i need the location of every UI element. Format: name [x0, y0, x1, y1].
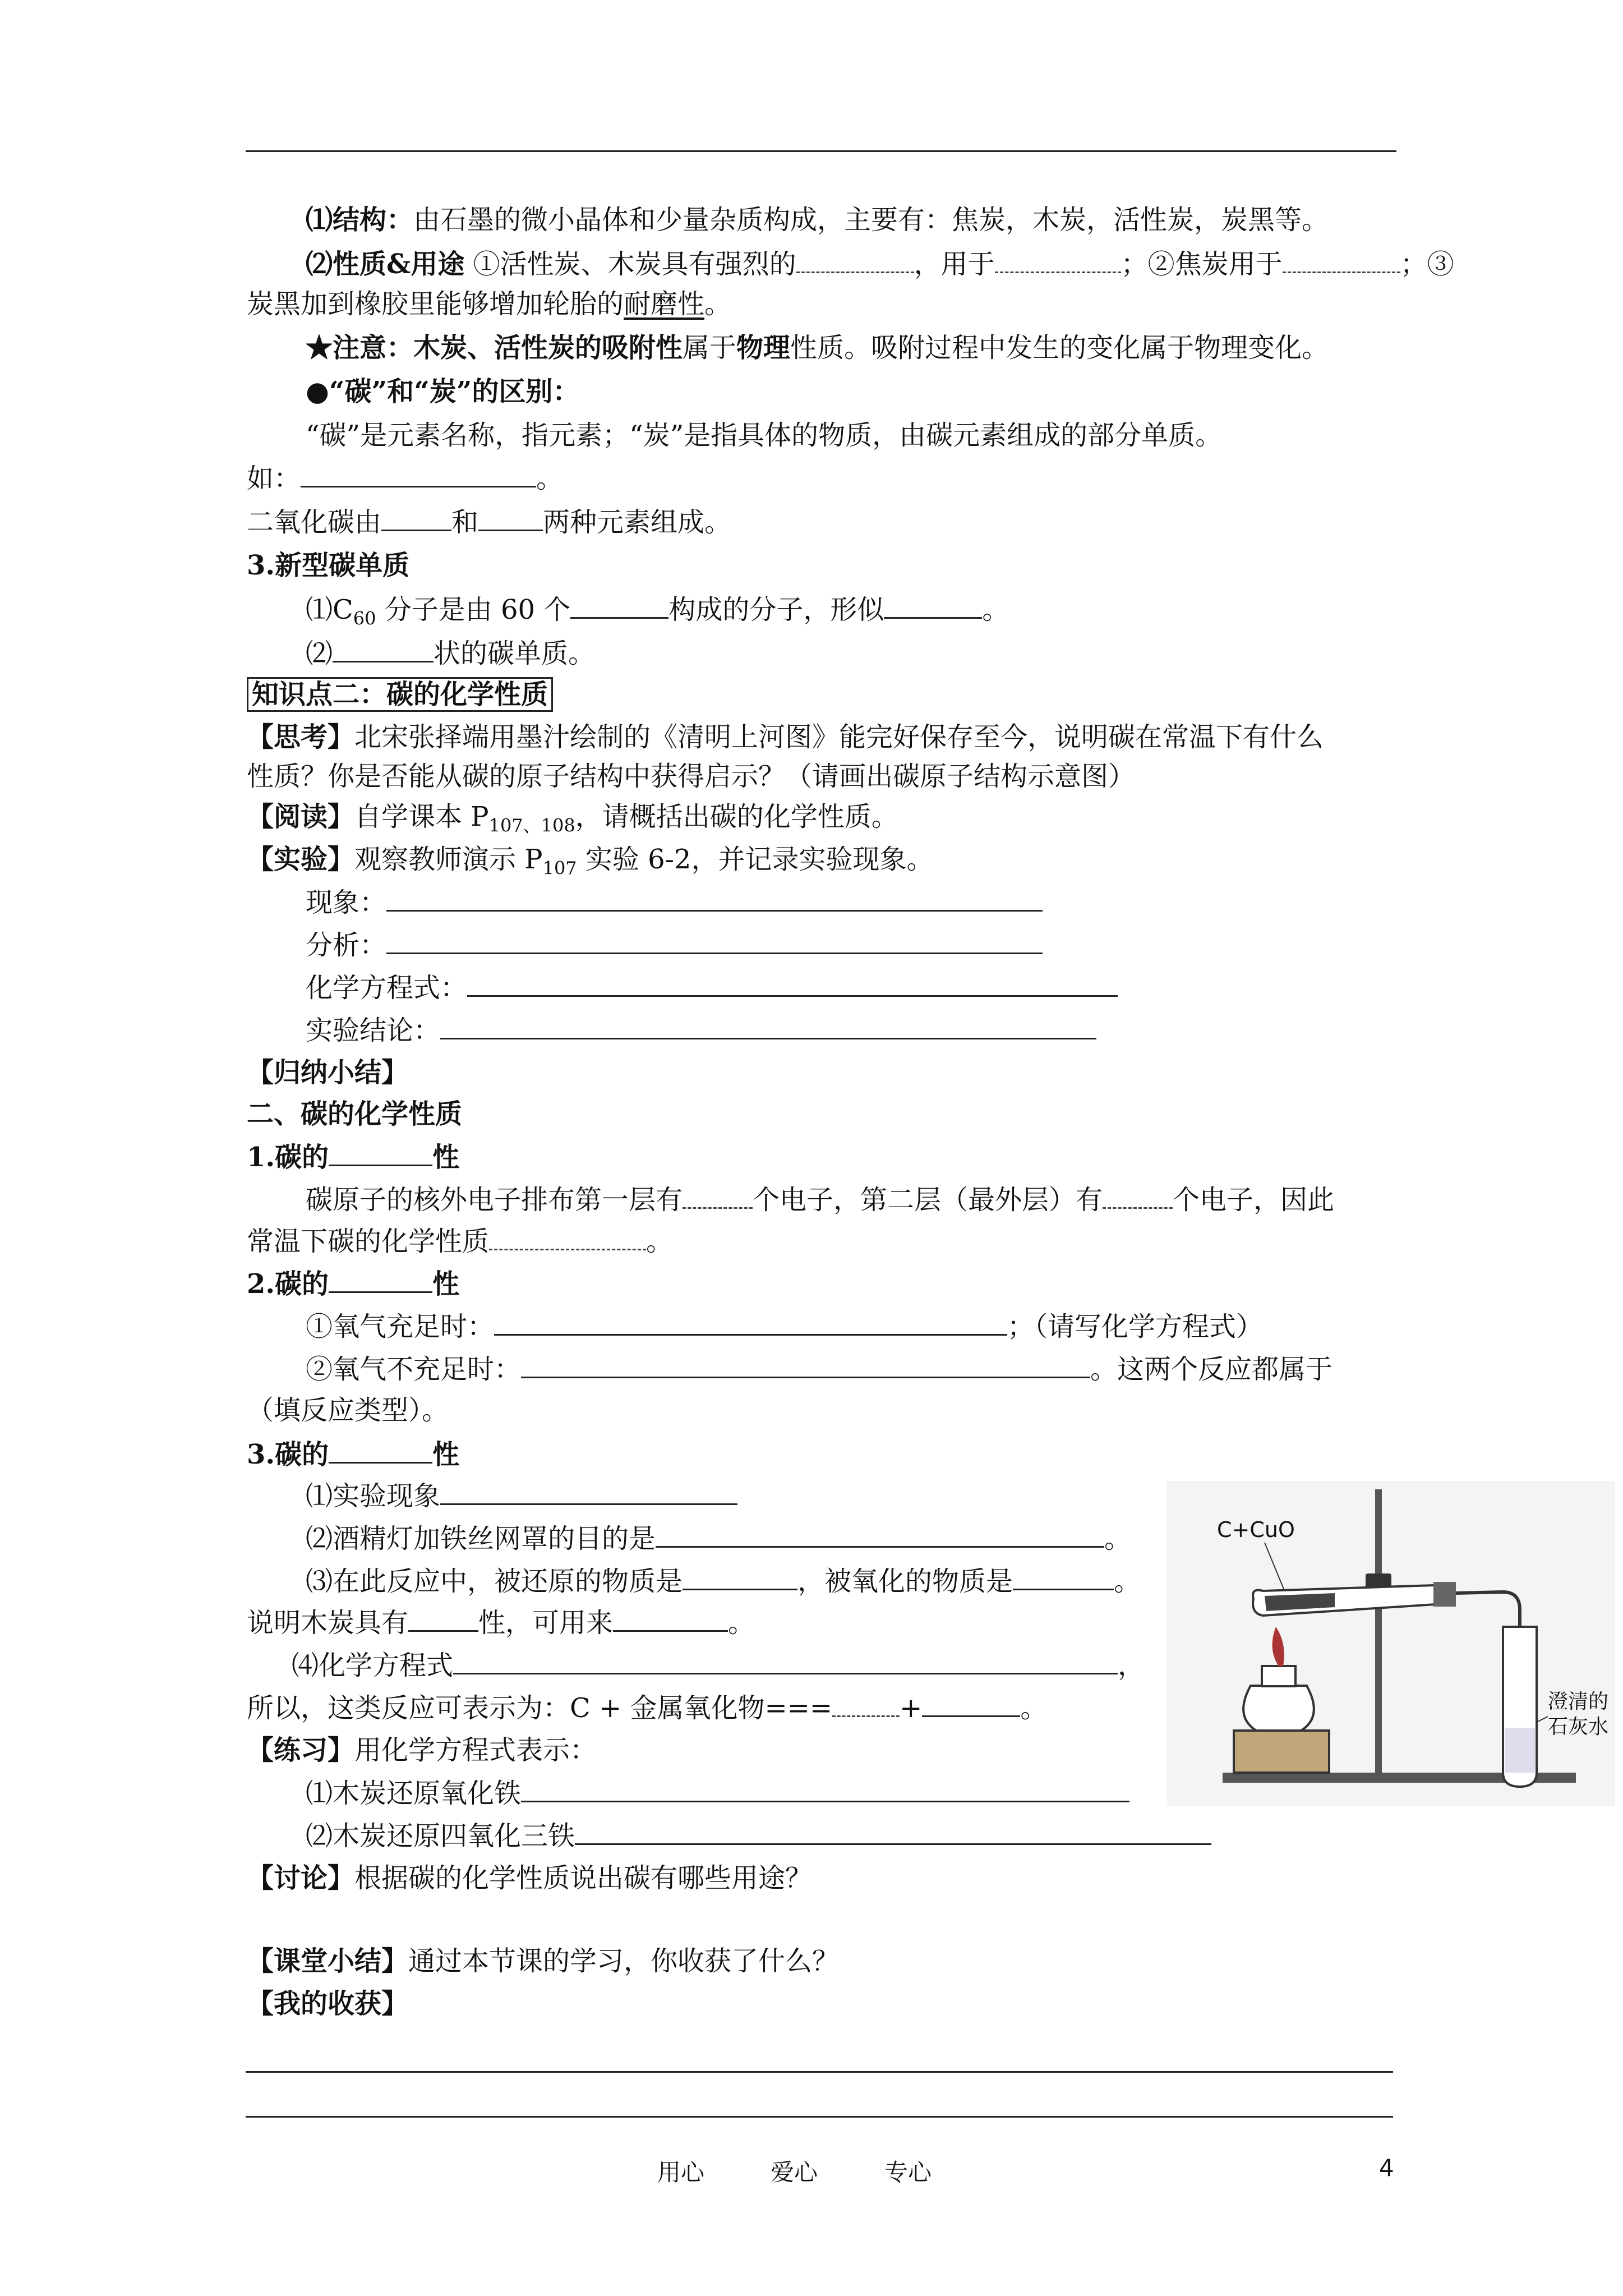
blank-exp-phenomenon[interactable]	[440, 1478, 737, 1505]
example-a: 如：	[247, 463, 301, 494]
blank-outer-shell[interactable]	[1103, 1181, 1173, 1209]
structure-label: ⑴结构：	[306, 204, 414, 236]
tube-a: ⑵	[306, 638, 333, 669]
practice-q1-label: ⑴木炭还原氧化铁	[306, 1778, 522, 1809]
blank-reduced[interactable]	[683, 1563, 797, 1590]
blank-element-1[interactable]	[381, 504, 451, 531]
blank-shape[interactable]	[884, 591, 982, 619]
blank-element-2[interactable]	[478, 504, 543, 531]
blank-lamp[interactable]	[656, 1520, 1104, 1548]
footer-text-2: 爱心	[771, 2159, 818, 2186]
blank-oxygen-less[interactable]	[521, 1351, 1090, 1378]
electron-a: 碳原子的核外电子排布第一层有	[306, 1184, 683, 1216]
blank-analysis[interactable]	[386, 927, 1043, 954]
discuss-label: 【讨论】	[247, 1862, 355, 1894]
footer-text-1: 用心	[657, 2159, 705, 2186]
general-a: 所以，这类反应可表示为：C + 金属氧化物===	[247, 1692, 833, 1724]
practice-line	[247, 1732, 597, 1768]
property-1-a: 1.碳的	[247, 1142, 329, 1173]
general-line	[247, 1690, 1047, 1726]
structure-text: 由石墨的微小晶体和少量杂质构成，主要有：焦炭，木炭，活性炭，炭黑等。	[413, 204, 1329, 236]
wood-block	[1234, 1731, 1329, 1773]
reducing-line	[247, 1604, 755, 1641]
property-1-line	[247, 1139, 459, 1175]
blank-oxygen-full[interactable]	[494, 1308, 1007, 1336]
oxygen-full-line	[306, 1308, 1263, 1345]
tube-line	[306, 635, 595, 671]
co2-line	[247, 504, 731, 540]
electron-c: 个电子，因此	[1173, 1184, 1335, 1216]
lamp-label: ⑵酒精灯加铁丝网罩的目的是	[306, 1523, 656, 1554]
reducing-c: 。	[728, 1607, 755, 1639]
practice-q2	[306, 1818, 1211, 1854]
blank-adsorb[interactable]	[796, 246, 914, 273]
properties-text-b: ，用于	[914, 249, 995, 280]
think-label: 【思考】	[247, 721, 355, 753]
stability-b: 。	[646, 1226, 674, 1257]
blank-tube[interactable]	[333, 635, 434, 662]
reduced-b: ，被氧化的物质是	[797, 1566, 1013, 1597]
blank-product-2[interactable]	[922, 1690, 1020, 1717]
difference-text: “碳”是元素名称，指元素；“炭”是指具体的物质，由碳元素组成的部分单质。	[306, 420, 1223, 451]
experiment-a: 观察教师演示 P	[354, 844, 543, 875]
experiment-sub: 107	[542, 857, 577, 879]
reduced-line	[306, 1563, 1141, 1599]
electron-b: 个电子，第二层（最外层）有	[753, 1184, 1103, 1216]
blank-equation[interactable]	[467, 969, 1118, 997]
experiment-b: 实验 6-2，并记录实验现象。	[577, 844, 934, 875]
properties-text-a: ①活性炭、木炭具有强烈的	[464, 249, 796, 280]
co2-b: 和	[451, 507, 479, 538]
phenomenon-label: 现象：	[306, 887, 387, 918]
example-line	[247, 460, 563, 496]
exp-phenomenon-label: ⑴实验现象	[306, 1480, 441, 1512]
blank-property-3[interactable]	[329, 1436, 432, 1464]
new-carbon-title: 3.新型碳单质	[247, 550, 410, 581]
answer-line-2[interactable]	[246, 2116, 1393, 2118]
conclusion-line	[306, 1012, 1096, 1048]
stopper	[1433, 1582, 1456, 1607]
lamp-end: 。	[1104, 1523, 1132, 1554]
difference-title: ●“碳”和“炭”的区别：	[306, 376, 580, 407]
tube-b: 状的碳单质。	[434, 638, 596, 669]
lamp-neck	[1262, 1666, 1295, 1686]
alcohol-lamp	[1243, 1686, 1314, 1731]
blank-reducing[interactable]	[408, 1604, 478, 1632]
practice-label: 【练习】	[247, 1734, 355, 1766]
class-summary-text: 通过本节课的学习，你收获了什么？	[408, 1945, 840, 1977]
c60-c: 构成的分子，形似	[668, 594, 884, 625]
tube-label: C+CuO	[1217, 1517, 1295, 1542]
property-3-line	[247, 1436, 459, 1473]
blank-product-1[interactable]	[832, 1690, 900, 1717]
read-b: ，请概括出碳的化学性质。	[575, 801, 898, 832]
page-number: 4	[1379, 2154, 1394, 2182]
equation-4-label: ⑷化学方程式	[292, 1650, 454, 1681]
analysis-label: 分析：	[306, 930, 387, 961]
blank-first-shell[interactable]	[683, 1181, 753, 1209]
header-rule	[246, 150, 1396, 152]
property-3-b: 性	[432, 1439, 460, 1470]
oxygen-less-end: 。这两个反应都属于	[1090, 1354, 1333, 1385]
property-2-line	[247, 1266, 459, 1302]
property-3-a: 3.碳的	[247, 1439, 329, 1470]
think-line-2: 性质？你是否能从碳的原子结构中获得启示？（请画出碳原子结构示意图）	[247, 761, 1136, 792]
equation-label: 化学方程式：	[306, 972, 468, 1004]
blank-property-2[interactable]	[329, 1266, 432, 1293]
read-line	[247, 799, 898, 844]
oxygen-full-label: ①氧气充足时：	[306, 1311, 495, 1342]
note-e: 性质。吸附过程中发生的变化属于物理变化。	[790, 332, 1329, 364]
co2-a: 二氧化碳由	[247, 507, 382, 538]
practice-q2-label: ⑵木炭还原四氧化三铁	[306, 1820, 575, 1852]
equation-4-end: ，	[1118, 1650, 1145, 1681]
discuss-line	[247, 1860, 812, 1896]
blank-atoms[interactable]	[570, 591, 668, 619]
properties-line-2	[247, 286, 731, 322]
class-summary-line	[247, 1943, 839, 1979]
kp2-title	[247, 677, 553, 712]
experiment-line	[247, 841, 933, 886]
water-label-1: 澄清的	[1548, 1690, 1609, 1713]
properties-text-d: ；③	[1400, 249, 1454, 280]
answer-line-1[interactable]	[246, 2071, 1393, 2073]
blank-coke[interactable]	[1283, 246, 1400, 273]
blank-usage[interactable]	[613, 1604, 728, 1632]
stability-a: 常温下碳的化学性质	[247, 1226, 490, 1257]
blank-property-1[interactable]	[329, 1139, 432, 1166]
property-2-a: 2.碳的	[247, 1268, 329, 1300]
oxygen-less-line	[306, 1351, 1332, 1387]
c60-d: 。	[982, 594, 1009, 625]
equation-4-line	[292, 1647, 1145, 1683]
blank-practice-q2[interactable]	[575, 1818, 1211, 1845]
note-a: ★注意：木炭、活性炭的	[306, 332, 602, 364]
blank-phenomenon[interactable]	[386, 884, 1043, 912]
reducing-b: 性，可用来	[478, 1607, 614, 1639]
practice-q1	[306, 1775, 1129, 1811]
blank-use[interactable]	[995, 246, 1121, 273]
blank-oxidized[interactable]	[1013, 1563, 1114, 1590]
wear-resistance: 耐磨性	[624, 288, 705, 320]
think-line	[247, 719, 1324, 755]
c60-a: ⑴C	[306, 594, 353, 625]
reaction-type-line: （填反应类型）。	[247, 1395, 449, 1426]
properties-line2-c: 。	[704, 288, 732, 320]
read-label: 【阅读】	[247, 801, 355, 832]
property-1-b: 性	[432, 1142, 460, 1173]
note-c: 属于	[683, 332, 737, 364]
discuss-text: 根据碳的化学性质说出碳有哪些用途？	[354, 1862, 813, 1894]
water-label-2: 石灰水	[1548, 1715, 1609, 1738]
stand-rod	[1375, 1489, 1382, 1775]
experiment-label: 【实验】	[247, 844, 355, 875]
properties-line	[306, 246, 1454, 282]
c60-b: 分子是由 60 个	[376, 594, 571, 625]
stability-line	[247, 1223, 673, 1259]
read-a: 自学课本 P	[354, 801, 489, 832]
blank-practice-q1[interactable]	[521, 1775, 1129, 1802]
properties-label: ⑵性质&用途	[306, 249, 465, 280]
phenomenon-line	[306, 884, 1043, 921]
properties-line2-a: 炭黑加到橡胶里能够增加轮胎的	[247, 288, 624, 320]
example-b: 。	[536, 463, 564, 494]
c60-line	[306, 591, 1009, 637]
electron-line	[306, 1181, 1334, 1218]
structure-line	[306, 202, 1329, 238]
exp-phenomenon-line	[306, 1478, 737, 1514]
oxygen-full-end: ；（请写化学方程式）	[1007, 1311, 1264, 1342]
read-sub: 107、108	[488, 815, 575, 836]
blank-stability[interactable]	[489, 1223, 646, 1250]
equation-line	[306, 969, 1118, 1006]
summary-label: 【归纳小结】	[247, 1057, 409, 1088]
reducing-a: 说明木炭具有	[247, 1607, 409, 1639]
practice-text: 用化学方程式表示：	[354, 1734, 597, 1766]
class-summary-label: 【课堂小结】	[247, 1945, 409, 1977]
general-b: +	[900, 1692, 923, 1724]
property-2-b: 性	[432, 1268, 460, 1300]
c60-sub: 60	[353, 608, 376, 629]
conclusion-label: 实验结论：	[306, 1015, 441, 1046]
summary-title: 二、碳的化学性质	[247, 1098, 463, 1130]
note-line	[306, 330, 1329, 366]
analysis-line	[306, 927, 1043, 963]
lime-water	[1505, 1728, 1535, 1773]
reduced-c: 。	[1114, 1566, 1141, 1597]
my-gain-label: 【我的收获】	[247, 1988, 409, 2019]
note-b: 吸附性	[602, 332, 683, 364]
general-c: 。	[1020, 1692, 1048, 1724]
oxygen-less-label: ②氧气不充足时：	[306, 1354, 522, 1385]
blank-equation-4[interactable]	[453, 1647, 1118, 1674]
reduced-a: ⑶在此反应中，被还原的物质是	[306, 1566, 683, 1597]
note-d: 物理	[736, 332, 791, 364]
blank-example[interactable]	[301, 460, 536, 487]
lamp-line	[306, 1520, 1131, 1557]
think-text: 北宋张择端用墨汁绘制的《清明上河图》能完好保存至今，说明碳在常温下有什么	[354, 721, 1324, 753]
blank-conclusion[interactable]	[440, 1012, 1096, 1039]
properties-text-c: ；②焦炭用于	[1121, 249, 1283, 280]
footer-text-3: 专心	[884, 2159, 932, 2186]
apparatus-figure	[1166, 1481, 1615, 1806]
co2-c: 两种元素组成。	[543, 507, 732, 538]
kp2-title-box: 知识点二：碳的化学性质	[247, 677, 553, 712]
